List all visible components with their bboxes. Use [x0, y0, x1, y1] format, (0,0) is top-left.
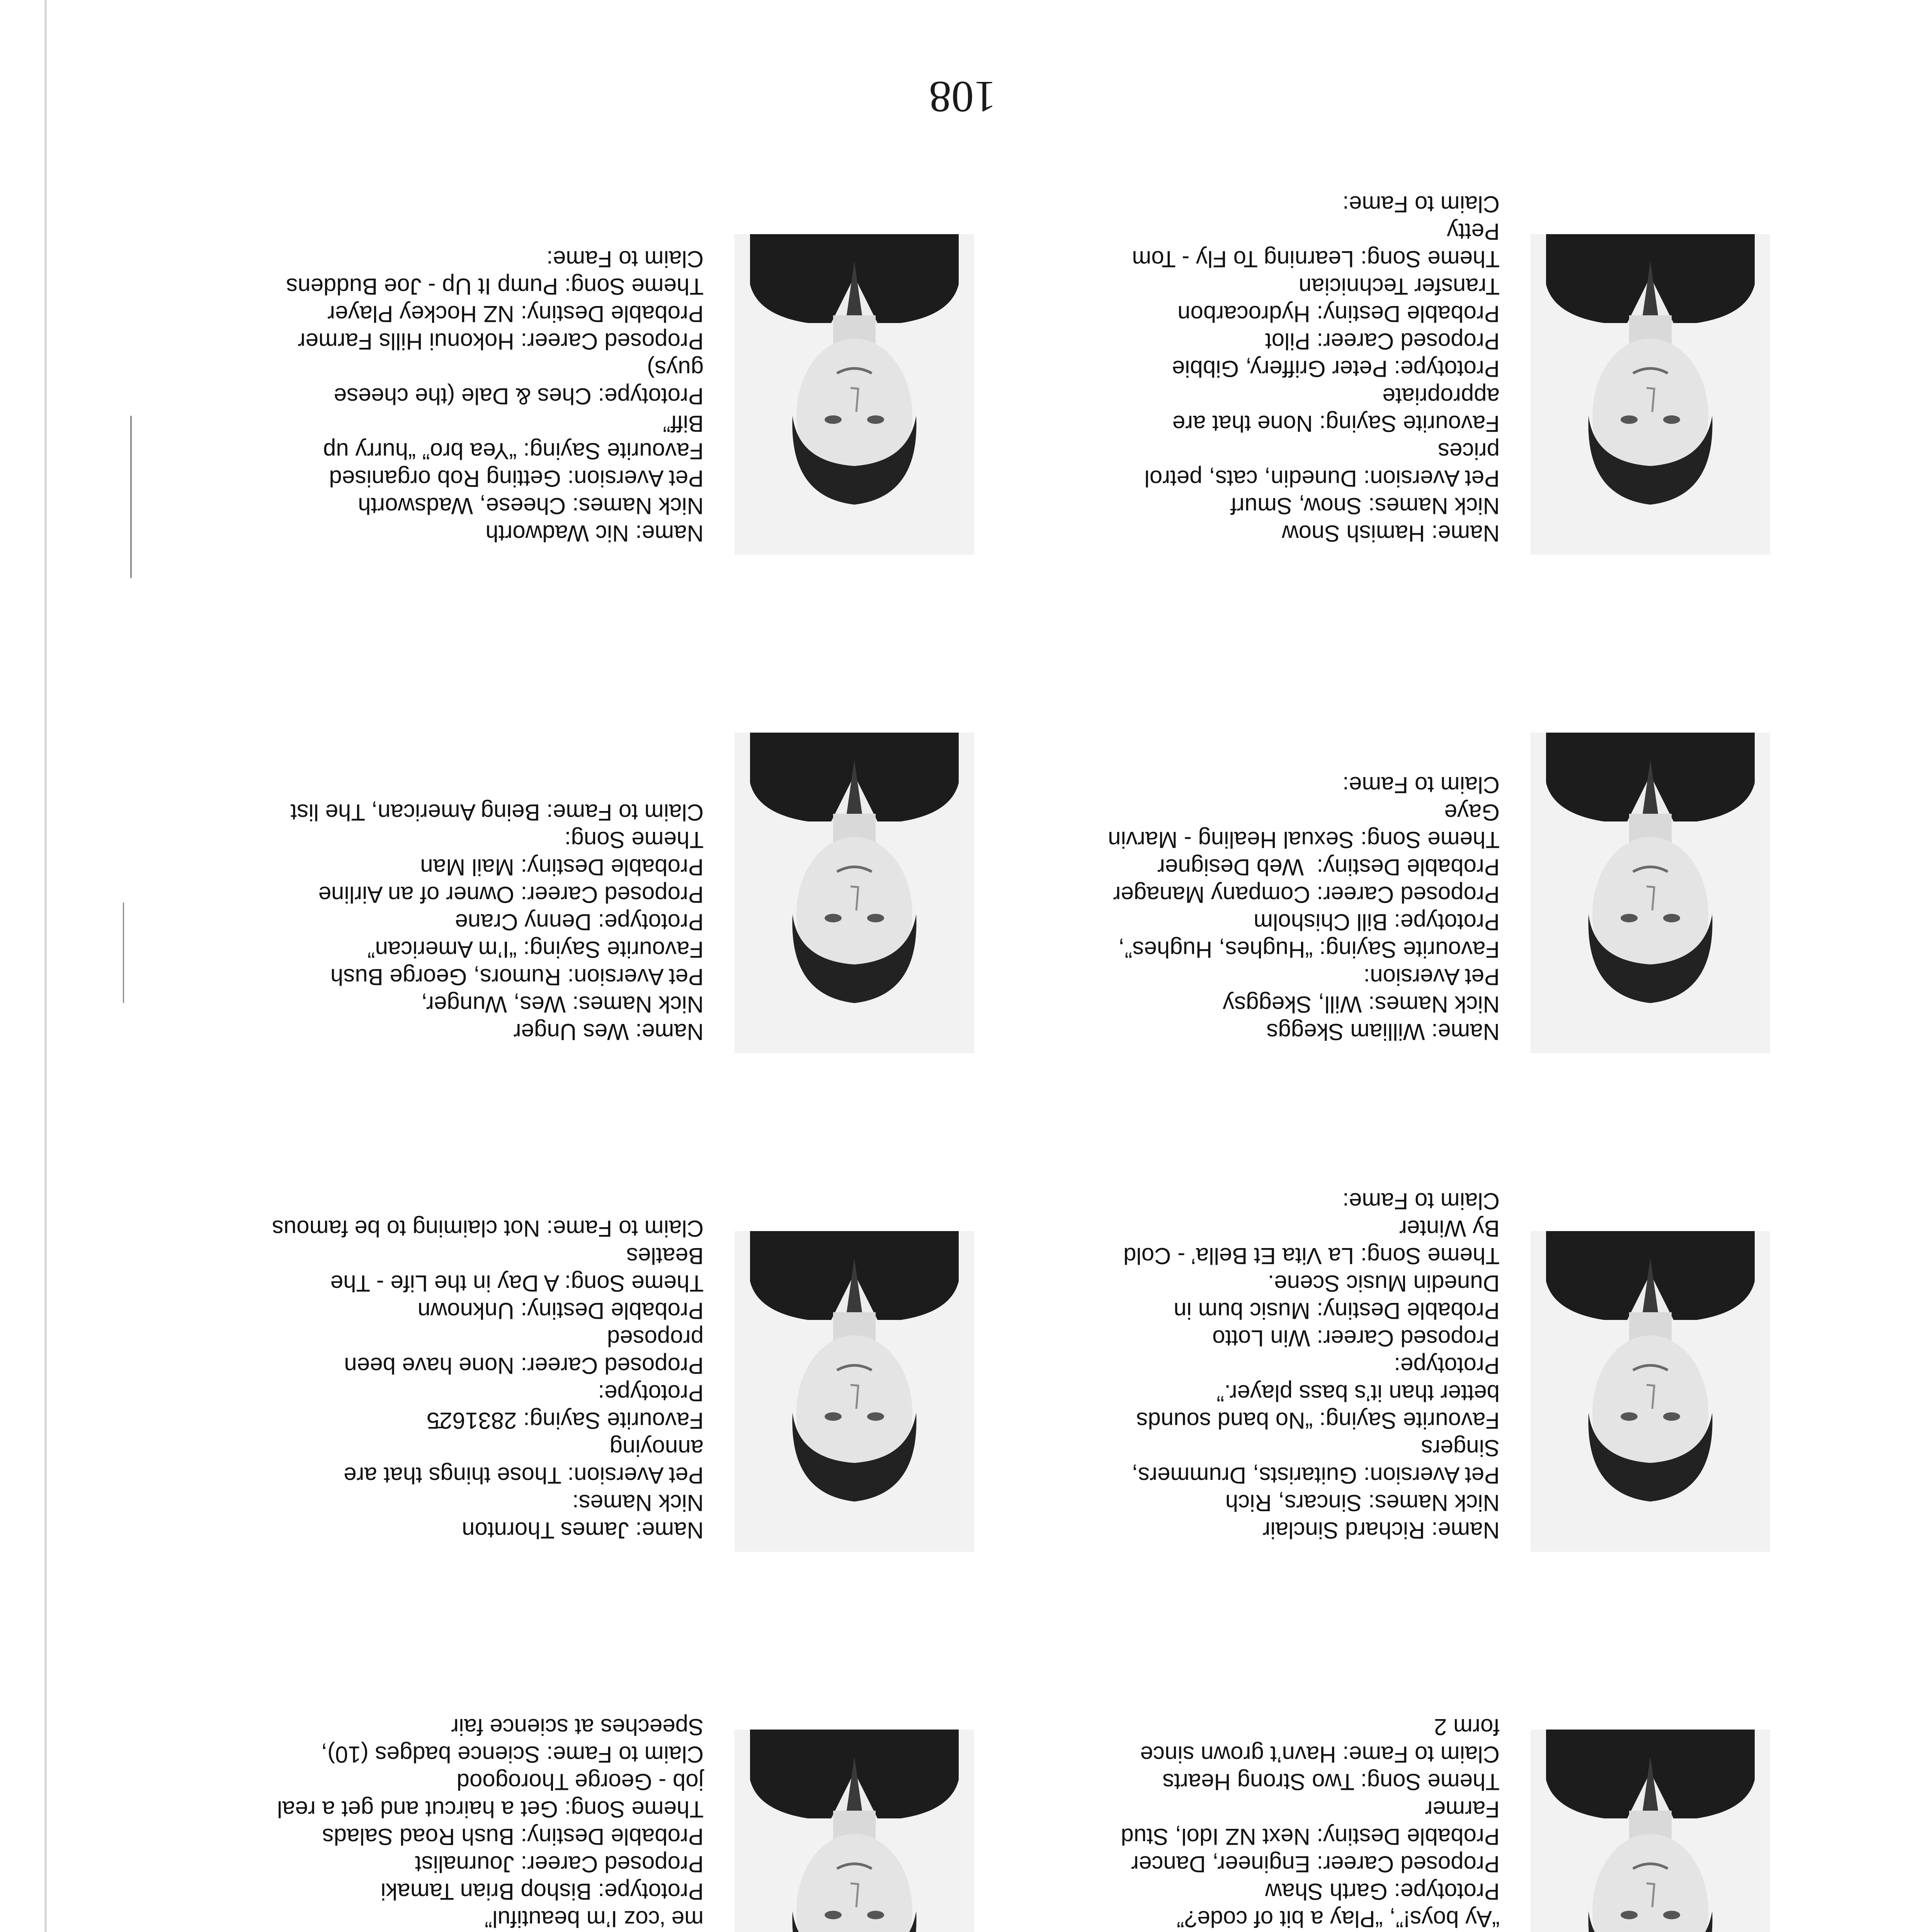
profile-line: Nick Names: Sincars, Rich [1225, 1490, 1500, 1516]
portrait-shape [1663, 415, 1680, 424]
student-name: Name: Nic Wadworth [485, 520, 704, 546]
portrait-photo-svg [735, 234, 974, 555]
profile-line: annoying [609, 1435, 704, 1461]
profile-line: Dunedin Music Scene. [1267, 1270, 1500, 1296]
profile-line: Nick Names: Cheese, Wadsworth [358, 493, 704, 519]
profile-line: Nick Names: Wes, Wunger, [421, 992, 704, 1017]
profile-line: Nick Names: Will, Skeggsy [1223, 992, 1500, 1017]
student-details [147, 1215, 704, 1544]
profile-line: Theme Song: Get a haircut and get a real [277, 1796, 704, 1822]
profile-line: guys) [647, 356, 704, 382]
student-photo [735, 1231, 974, 1552]
profile-line: Pet Aversion: Those things that are [344, 1463, 704, 1488]
portrait-shape [867, 415, 884, 424]
profile-line: Probable Destiny: Mail Man [420, 854, 704, 880]
student-entry [939, 1073, 1770, 1552]
profile-line: Probable Destiny: NZ Hockey Player [327, 301, 704, 327]
student-name: Name: James Thornton [462, 1517, 704, 1543]
profile-line: Proposed Career: None have been [344, 1353, 704, 1379]
profile-line: Pet Aversion: Getting Rob organised [329, 466, 704, 492]
student-details [943, 771, 1500, 1046]
profile-line: Favourite Saying: “Hughes, Hughes”, [1118, 937, 1500, 963]
student-name: Name: Hamish Snow [1282, 520, 1500, 546]
scan-edge-mark [44, 0, 47, 1932]
portrait-photo-svg [735, 733, 974, 1053]
profile-line: Favourite Saying: “Yea bro” “hurry up [323, 438, 704, 464]
profile-line: Proposed Career: Win Lotto [1212, 1325, 1500, 1351]
portrait-shape [1621, 1911, 1638, 1919]
profile-line: Proposed Career: Engineer, Dancer [1131, 1851, 1500, 1877]
portrait-shape [1663, 1412, 1680, 1421]
profile-line: Claim to Fame: Havn’t grown since [1140, 1742, 1500, 1767]
portrait-photo-svg [1531, 1231, 1770, 1552]
student-photo [1531, 1231, 1770, 1552]
student-entry [939, 76, 1770, 555]
profile-line: better than it’s bass player.” [1216, 1380, 1500, 1406]
student-name: Name: Richard Sinclair [1262, 1517, 1500, 1543]
profile-line: Prototype: [1394, 1353, 1500, 1379]
portrait-shape [825, 1911, 842, 1919]
profile-line: me ‘coz I’m beautiful” [485, 1906, 704, 1932]
profile-line: Proposed Career: Hokonui Hills Farmer [298, 328, 704, 354]
profile-line: appropriate [1382, 383, 1500, 409]
profile-line: Proposed Career: Company Manager [1113, 882, 1500, 908]
profile-line: Claim to Fame: Being American, The list [290, 799, 704, 825]
profile-line: Singers [1421, 1435, 1500, 1461]
page-number: 108 [929, 72, 996, 121]
profile-line: Theme Song: A Day in the Life - The [330, 1270, 704, 1296]
profile-line: Farmer [1425, 1796, 1500, 1822]
student-details [147, 245, 704, 547]
profile-line: Prototype: Bill Chisholm [1254, 909, 1500, 935]
profile-line: Prototype: Garth Shaw [1265, 1879, 1500, 1905]
profile-line: Gaye [1444, 799, 1500, 825]
profile-line: Claim to Fame: [546, 246, 704, 272]
student-entry [143, 574, 974, 1053]
profile-line: Probable Destiny: Unknown [417, 1298, 704, 1324]
profile-line: Prototype: Denny Crane [455, 909, 704, 935]
portrait-shape [1663, 914, 1680, 922]
profile-line: “Ay boys!”, “Play a bit of code?” [1177, 1906, 1500, 1932]
profile-line: Claim to Fame: [1342, 191, 1500, 217]
profile-line: Prototype: [598, 1380, 704, 1406]
profile-line: Claim to Fame: Not claiming to be famous [272, 1216, 704, 1242]
portrait-shape [1663, 1911, 1680, 1919]
profile-line: Pet Aversion: Rumors, George Bush [330, 964, 704, 990]
profile-line: Proposed Career: Owner of an Airline [318, 882, 704, 908]
student-details [943, 190, 1500, 547]
scan-margin-mark [123, 903, 124, 1003]
profile-line: prices [1437, 438, 1500, 464]
portrait-photo-svg [1531, 733, 1770, 1053]
profile-line: Theme Song: Learning To Fly - Tom [1132, 246, 1500, 272]
student-details [943, 1713, 1500, 1932]
profile-line: job - George Thorogood [456, 1769, 704, 1795]
profile-line: Probable Destiny: Music bum in [1174, 1298, 1500, 1324]
profile-line: Claim to Fame: [1342, 772, 1500, 798]
student-details [943, 1187, 1500, 1544]
student-photo [1531, 733, 1770, 1053]
student-name: Name: William Skeggs [1266, 1019, 1500, 1045]
student-entry [143, 1073, 974, 1552]
profile-line: Nick Names: [572, 1490, 704, 1516]
student-details [147, 1713, 704, 1932]
profile-line: Favourite Saying: 283162̄5 [426, 1408, 704, 1434]
profile-line: Favourite Saying: None that are [1172, 411, 1500, 437]
profile-line: Prototype: Peter Griffery, Gibbie [1172, 356, 1500, 382]
portrait-photo-svg [1531, 234, 1770, 555]
profile-line: form 2 [1434, 1714, 1500, 1740]
profile-line: Probable Destiny: Web Designer [1157, 854, 1500, 880]
student-photo [1531, 234, 1770, 555]
profile-line: Proposed Career: Journalist [415, 1851, 704, 1877]
profile-line: Favourite Saying: “No band sounds [1136, 1408, 1500, 1434]
profile-line: Beatles [626, 1243, 704, 1269]
profile-line: Speeches at science fair [451, 1714, 704, 1740]
profile-line: Theme Song: La Vita Et Bella’ - Cold [1123, 1243, 1500, 1269]
portrait-shape [1621, 415, 1638, 424]
profile-line: Claim to Fame: Science badges (10), [321, 1742, 704, 1767]
portrait-shape [867, 1911, 884, 1919]
profile-line: Pet Aversion: [1363, 964, 1500, 990]
portrait-shape [825, 914, 842, 922]
profile-line: proposed [607, 1325, 704, 1351]
profile-line: Probable Destiny: Next NZ Idol, Stud [1121, 1824, 1500, 1850]
student-photo [735, 733, 974, 1053]
profile-line: Claim to Fame: [1342, 1188, 1500, 1214]
student-photo [735, 1730, 974, 1932]
student-photo [1531, 1730, 1770, 1932]
student-entry [939, 1571, 1770, 1932]
portrait-shape [1621, 914, 1638, 922]
portrait-photo-svg [1531, 1730, 1770, 1932]
profile-line: Prototype: Ches & Dale (the cheese [333, 383, 704, 409]
profile-line: Probable Destiny: Hydrocarbon [1177, 301, 1500, 327]
profile-line: Pet Aversion: Dunedin, cats, petrol [1144, 466, 1500, 492]
student-entry [939, 574, 1770, 1053]
profile-line: Probable Destiny: Bush Road Salads [322, 1824, 704, 1850]
profile-line: Petty [1447, 219, 1500, 245]
profile-line: Nick Names: Snow, Smurf [1230, 493, 1500, 519]
student-details [147, 799, 704, 1046]
profile-line: Theme Song: [564, 827, 704, 853]
portrait-shape [825, 1412, 842, 1421]
profile-line: Biff” [663, 411, 704, 437]
profile-line: Proposed Career: Pilot [1265, 328, 1500, 354]
profile-line: Theme Song: Sexual Healing - Marvin [1108, 827, 1500, 853]
profile-line: By Winter [1399, 1216, 1500, 1242]
portrait-photo-svg [735, 1730, 974, 1932]
student-entry [143, 1571, 974, 1932]
portrait-shape [1621, 1412, 1638, 1421]
profile-line: Pet Aversion: Guitarists, Drummers, [1131, 1463, 1500, 1488]
portrait-shape [867, 1412, 884, 1421]
profile-line: Favourite Saying: “I’m American” [367, 937, 704, 963]
profile-line: Theme Song: Pump It Up - Joe Buddens [286, 274, 704, 299]
portrait-shape [867, 914, 884, 922]
profile-line: Transfer Technician [1298, 274, 1500, 299]
student-photo [735, 234, 974, 555]
portrait-photo-svg [735, 1231, 974, 1552]
profile-line: Theme Song: Two Strong Hearts [1162, 1769, 1500, 1795]
profile-line: Prototype: Bishop Brian Tamaki [381, 1879, 704, 1905]
student-entry [143, 76, 974, 555]
student-name: Name: Wes Unger [513, 1019, 704, 1045]
scan-margin-mark [130, 416, 132, 578]
portrait-shape [825, 415, 842, 424]
